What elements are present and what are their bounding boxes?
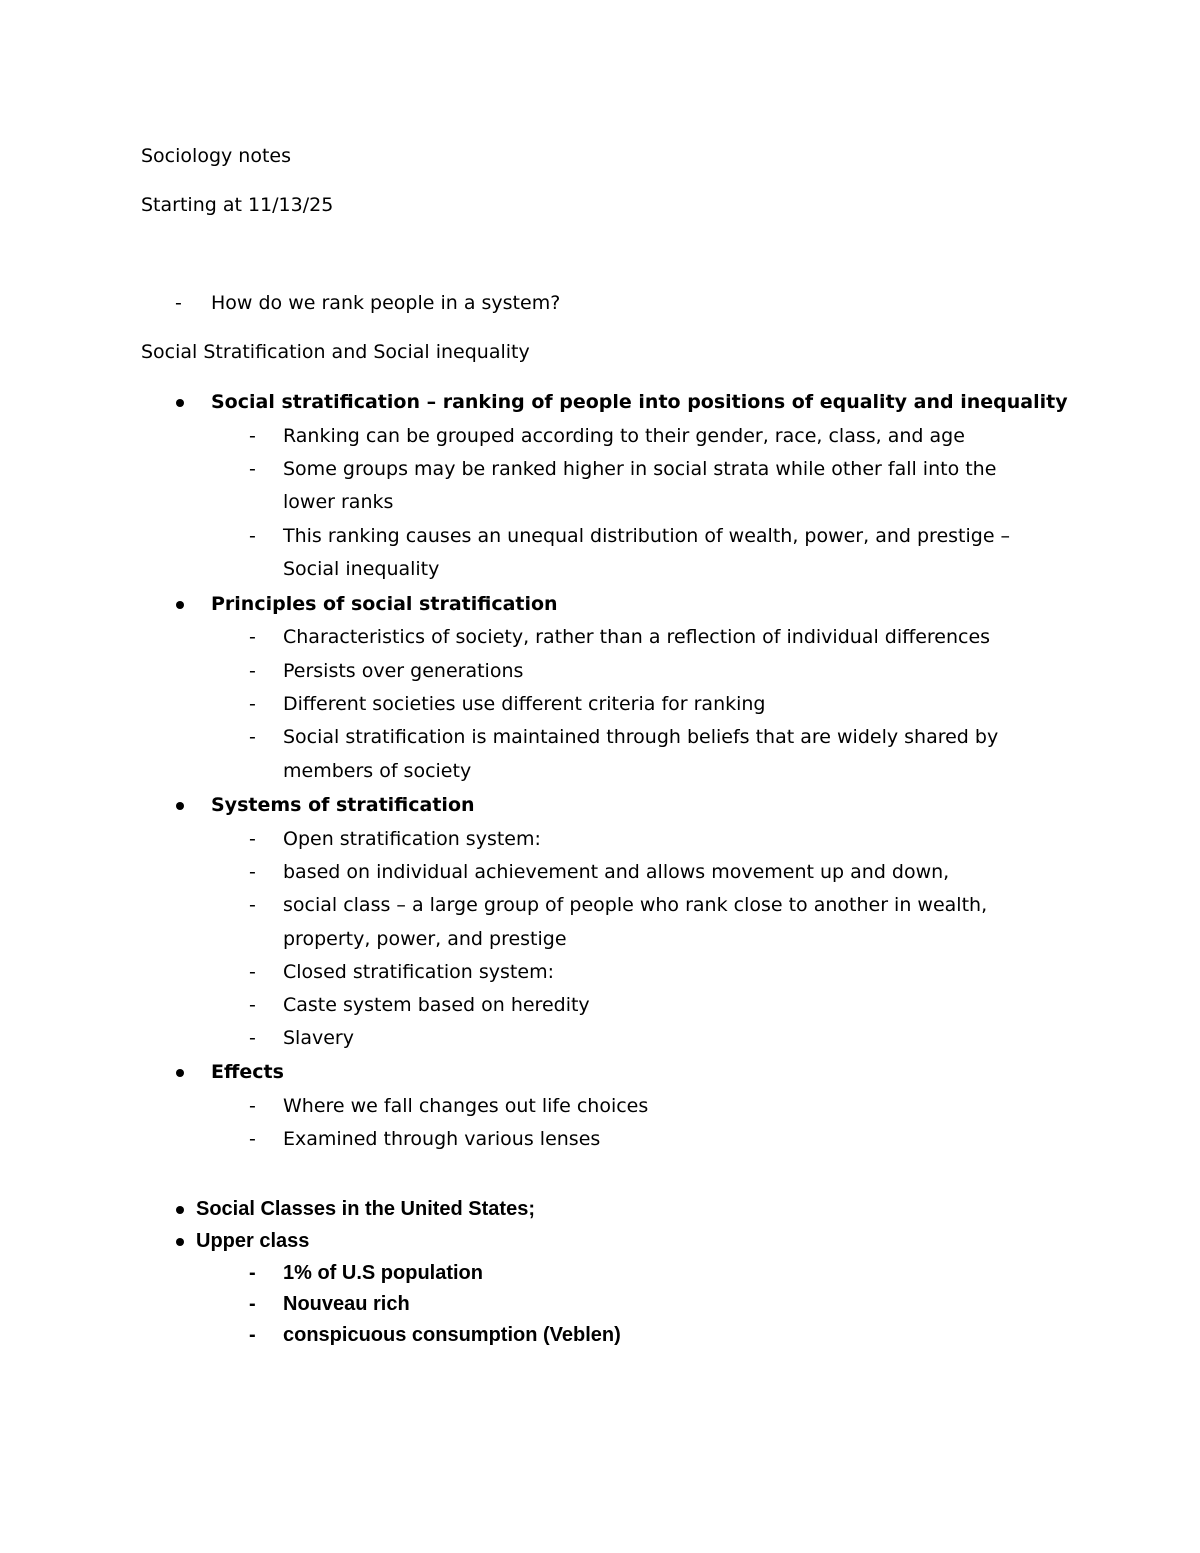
dash-marker: - [249,660,256,682]
us-classes-heading: Social Classes in the United States; [196,1198,535,1220]
list-item: Slavery [283,1027,354,1049]
list-item-continuation: lower ranks [283,491,394,513]
list-item: Some groups may be ranked higher in social strata while other fall into the [283,458,997,480]
list-item: 1% of U.S population [283,1262,483,1284]
dash-marker: - [249,1324,256,1346]
list-item: Examined through various lenses [283,1128,601,1150]
document-title: Sociology notes [141,145,291,167]
bullet-icon [176,1069,184,1077]
list-item: Persists over generations [283,660,524,682]
bullet-icon [176,399,184,407]
dash-marker: - [175,292,182,314]
list-item: based on individual achievement and allows movement up and down, [283,861,950,883]
dash-marker: - [249,961,256,983]
list-item: Closed stratification system: [283,961,554,983]
list-item: Nouveau rich [283,1293,410,1315]
dash-marker: - [249,726,256,748]
dash-marker: - [249,861,256,883]
list-item: Caste system based on heredity [283,994,590,1016]
topic-heading: Social stratification – ranking of people into positions of equality and inequality [211,391,1068,413]
dash-marker: - [249,1262,256,1284]
list-item: Open stratification system: [283,828,541,850]
list-item: social class – a large group of people who rank close to another in wealth, [283,894,988,916]
list-item: conspicuous consumption (Veblen) [283,1324,621,1346]
topic-heading: Effects [211,1061,284,1083]
list-item: Where we fall changes out life choices [283,1095,649,1117]
list-item: Different societies use different criteria for ranking [283,693,766,715]
bullet-icon [176,1206,184,1214]
topic-heading: Principles of social stratification [211,593,558,615]
dash-marker: - [249,1128,256,1150]
list-item: Ranking can be grouped according to their gender, race, class, and age [283,425,965,447]
date-line: Starting at 11/13/25 [141,194,334,216]
list-item-continuation: members of society [283,760,472,782]
dash-marker: - [249,1027,256,1049]
list-item-continuation: property, power, and prestige [283,928,567,950]
list-item: Characteristics of society, rather than a reflection of individual differences [283,626,991,648]
bullet-icon [176,1238,184,1246]
dash-marker: - [249,525,256,547]
dash-marker: - [249,894,256,916]
intro-question: How do we rank people in a system? [211,292,561,314]
bullet-icon [176,601,184,609]
list-item: This ranking causes an unequal distribution of wealth, power, and prestige – [283,525,1011,547]
list-item-continuation: Social inequality [283,558,440,580]
list-item: Social stratification is maintained through beliefs that are widely shared by [283,726,999,748]
dash-marker: - [249,458,256,480]
dash-marker: - [249,1095,256,1117]
dash-marker: - [249,994,256,1016]
topic-heading: Systems of stratification [211,794,475,816]
bullet-icon [176,802,184,810]
dash-marker: - [249,693,256,715]
dash-marker: - [249,425,256,447]
dash-marker: - [249,1293,256,1315]
dash-marker: - [249,828,256,850]
section-heading: Social Stratification and Social inequality [141,341,530,363]
dash-marker: - [249,626,256,648]
upper-class-heading: Upper class [196,1230,310,1252]
